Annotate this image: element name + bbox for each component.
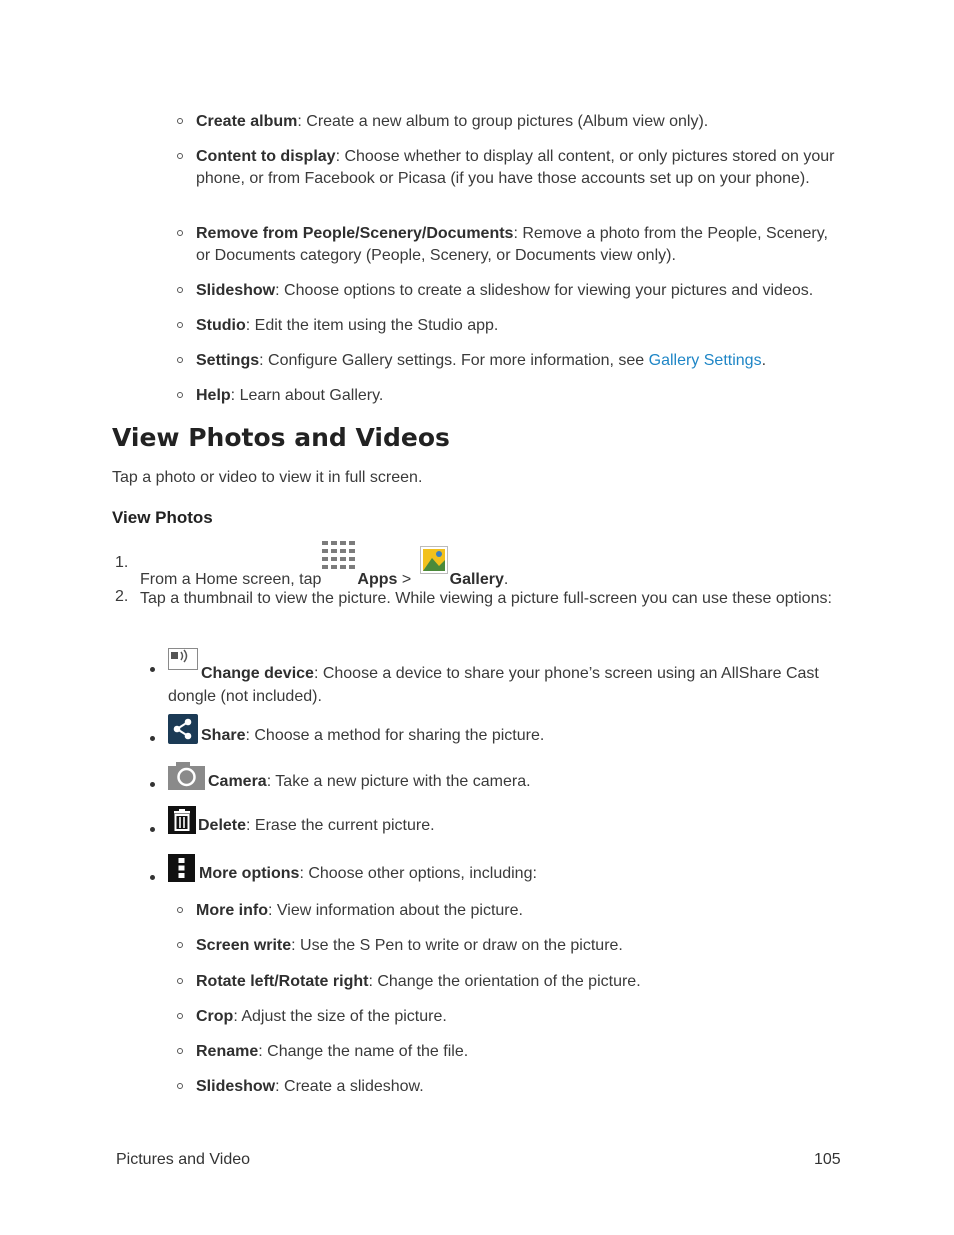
bullet (150, 875, 155, 880)
option-remove-from-category: Remove from People/Scenery/Documents: Remove a photo from the People, Scenery, or Documents category (People, Scenery, or Documents view only). (196, 223, 846, 266)
option-help: Help: Learn about Gallery. (196, 385, 846, 407)
section-title: View Photos and Videos (112, 423, 450, 452)
footer-page-number: 105 (814, 1151, 841, 1168)
step-number: 2. (115, 588, 129, 605)
change-device-icon (168, 648, 198, 676)
gallery-icon (420, 546, 448, 580)
trash-icon (168, 806, 196, 840)
more-option-slideshow: Slideshow: Create a slideshow. (196, 1076, 846, 1098)
bullet (150, 827, 155, 832)
option-share: Share: Choose a method for sharing the picture. (168, 714, 848, 750)
camera-icon (168, 762, 205, 796)
more-option-more-info: More info: View information about the picture. (196, 900, 846, 922)
option-slideshow: Slideshow: Choose options to create a slideshow for viewing your pictures and videos. (196, 280, 846, 302)
more-option-screen-write: Screen write: Use the S Pen to write or draw on the picture. (196, 935, 846, 957)
apps-grid-icon (321, 540, 357, 578)
more-options-icon (168, 854, 195, 888)
more-option-rotate: Rotate left/Rotate right: Change the orientation of the picture. (196, 971, 846, 993)
bullet (150, 736, 155, 741)
footer-section-name: Pictures and Video (116, 1151, 251, 1168)
bullet (150, 782, 155, 787)
option-create-album: Create album: Create a new album to group pictures (Album view only). (196, 111, 846, 133)
option-settings: Settings: Configure Gallery settings. For more information, see Gallery Settings. (196, 350, 846, 372)
share-icon (168, 714, 198, 750)
bullet (150, 667, 155, 672)
step-2: Tap a thumbnail to view the picture. While viewing a picture full-screen you can use these options: (140, 590, 832, 607)
step-1: From a Home screen, tap Apps > Gallery. (140, 540, 840, 580)
more-option-rename: Rename: Change the name of the file. (196, 1041, 846, 1063)
more-option-crop: Crop: Adjust the size of the picture. (196, 1006, 846, 1028)
option-change-device: Change device: Choose a device to share your phone’s screen using an AllShare Cast dongle (not included). (168, 648, 848, 697)
option-delete: Delete: Erase the current picture. (168, 806, 848, 840)
option-more-options: More options: Choose other options, including: (168, 854, 848, 888)
option-studio: Studio: Edit the item using the Studio app. (196, 315, 846, 337)
step-number: 1. (115, 554, 129, 571)
option-content-to-display: Content to display: Choose whether to display all content, or only pictures stored on your phone, or from Facebook or Picasa (if you have those accounts set up on your phone). (196, 146, 846, 189)
option-camera: Camera: Take a new picture with the camera. (168, 762, 848, 796)
gallery-settings-link[interactable]: Gallery Settings (648, 352, 762, 369)
section-intro: Tap a photo or video to view it in full screen. (112, 469, 423, 486)
view-photos-heading: View Photos (112, 508, 213, 527)
